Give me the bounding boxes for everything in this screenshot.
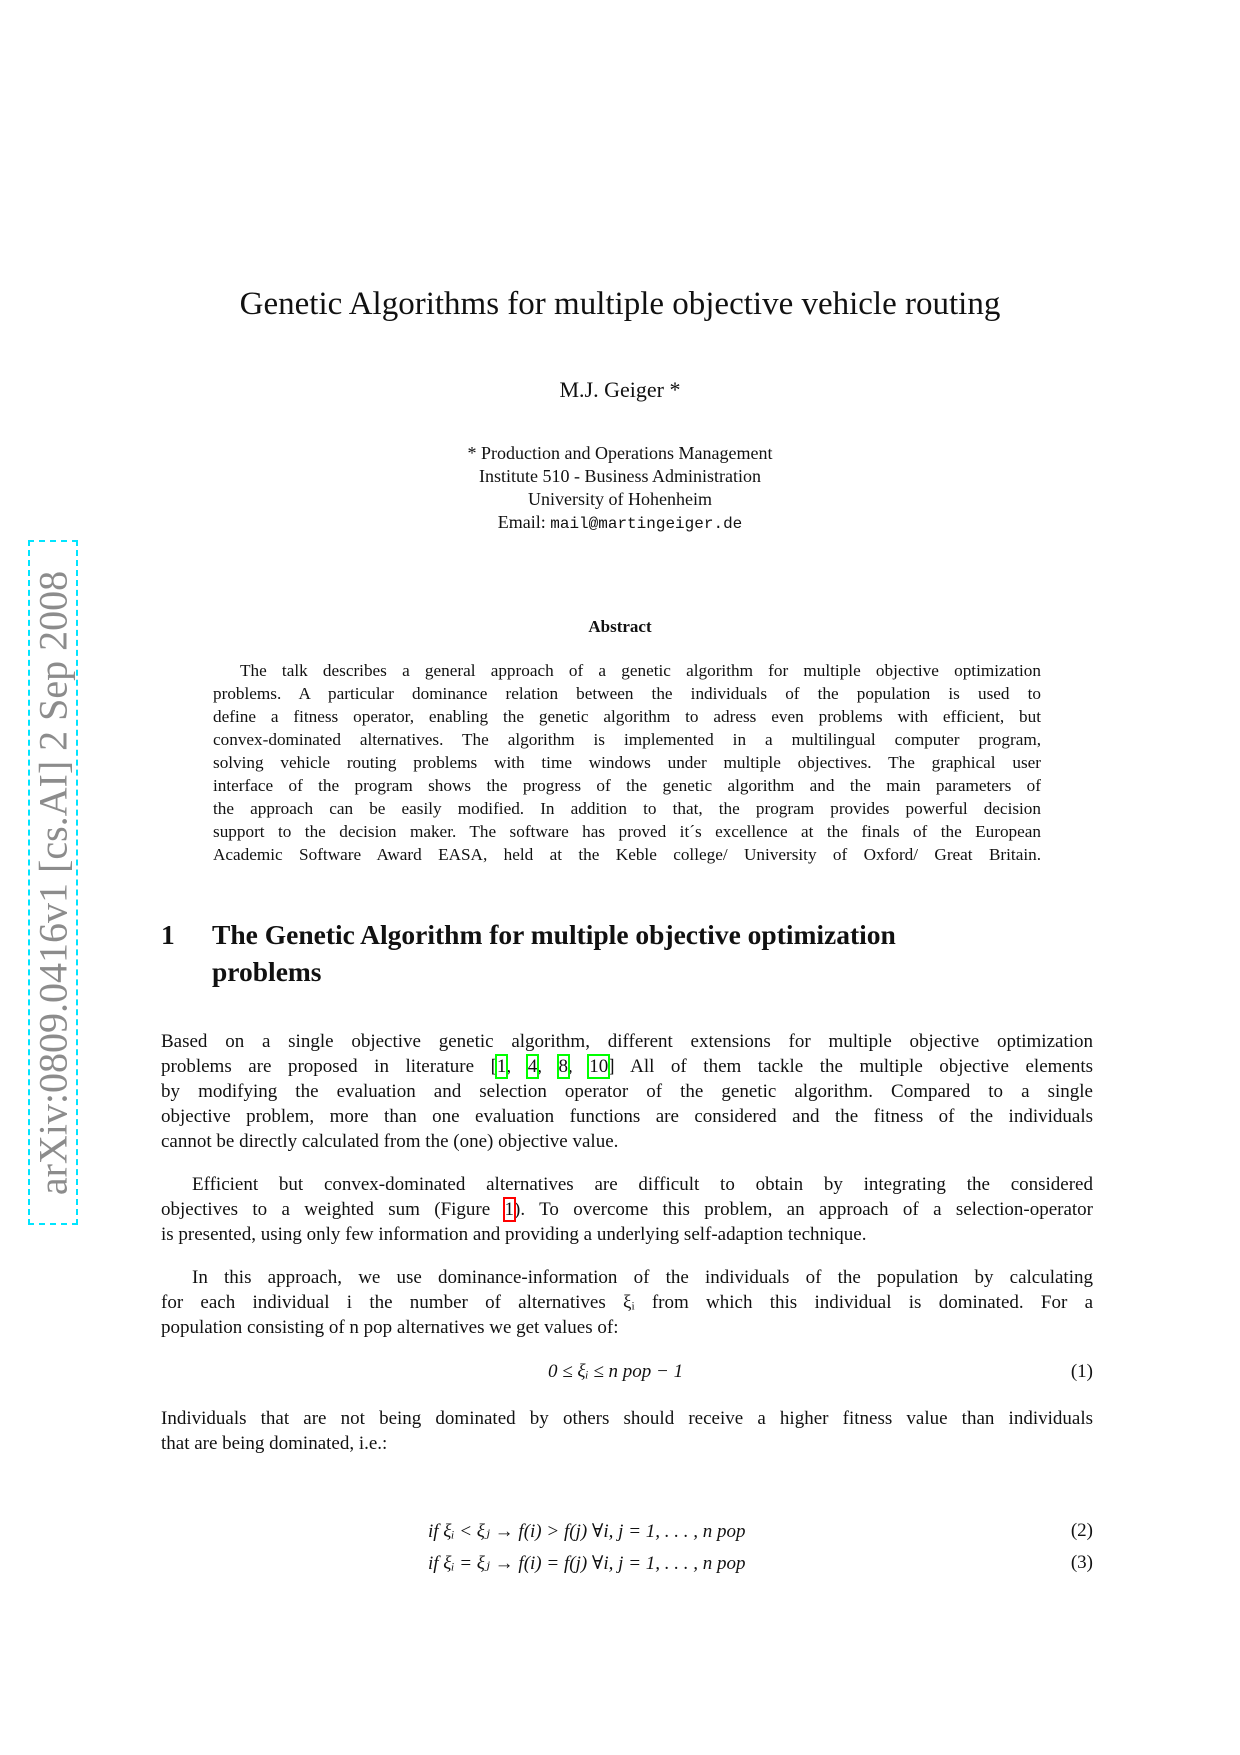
abstract-line: The talk describes a general approach of a genetic algorithm for multiple objective optimization (240, 661, 1041, 680)
equation-3: if ξᵢ = ξⱼ → f(i) = f(j) ∀i, j = 1, . . . , n pop (428, 1553, 746, 1574)
figure-link[interactable]: 1 (504, 1199, 515, 1220)
body-line: that are being dominated, i.e.: (161, 1433, 388, 1454)
citation-link[interactable]: 8 (558, 1056, 568, 1077)
equation-1: 0 ≤ ξᵢ ≤ n pop − 1 (548, 1361, 684, 1382)
body-line: population consisting of n pop alternatives we get values of: (161, 1317, 619, 1338)
body-line (161, 1197, 1093, 1222)
arxiv-stamp (28, 540, 78, 1225)
arxiv-stamp-text: arXiv:0809.0416v1 [cs.AI] 2 Sep 2008 (30, 570, 76, 1195)
email-link[interactable]: mail@martingeiger.de (550, 515, 743, 533)
affiliation-line: University of Hohenheim (528, 489, 712, 509)
affiliation-line: Institute 510 - Business Administration (479, 466, 761, 486)
text: objectives to a weighted sum (Figure (161, 1199, 505, 1220)
body-line: cannot be directly calculated from the (one) objective value. (161, 1131, 619, 1152)
text: ). To overcome this problem, an approach of a selection-operator (514, 1199, 1093, 1220)
body-line: In this approach, we use dominance-information of the individuals of the population by calculating (192, 1267, 1093, 1288)
body-line: is presented, using only few information and providing a underlying self-adaption technique. (161, 1224, 867, 1245)
citation-link[interactable]: 1 (496, 1056, 507, 1077)
abstract-line: the approach can be easily modified. In addition to that, the program provides powerful decision (213, 799, 1041, 818)
abstract-line: convex-dominated alternatives. The algorithm is implemented in a multilingual computer program, (213, 730, 1041, 749)
affiliation-email (0, 512, 1240, 533)
equation-number: (2) (1070, 1520, 1093, 1541)
section-number: 1 (161, 919, 175, 950)
abstract-heading: Abstract (588, 617, 652, 636)
body-line: by modifying the evaluation and selection operator of the genetic algorithm. Compared to a single (161, 1081, 1093, 1102)
equation-number: (1) (1070, 1361, 1093, 1382)
citation-link[interactable]: 10 (589, 1056, 609, 1077)
paper-title: Genetic Algorithms for multiple objective vehicle routing (239, 286, 1001, 322)
abstract-line: problems. A particular dominance relation between the individuals of the population is used to (213, 684, 1041, 703)
affiliation-line: * Production and Operations Management (467, 443, 773, 463)
equation-number: (3) (1070, 1552, 1093, 1573)
abstract-line: define a fitness operator, enabling the genetic algorithm to adress even problems with efficient, but (213, 707, 1041, 726)
abstract-line: interface of the program shows the progress of the genetic algorithm and the main parameters of (213, 776, 1041, 795)
section-title-continued: problems (212, 956, 322, 987)
text: All of them tackle the multiple objective elements (614, 1056, 1094, 1077)
body-line: Efficient but convex-dominated alternatives are difficult to obtain by integrating the considered (192, 1174, 1093, 1195)
section-title: The Genetic Algorithm for multiple objective optimization (212, 919, 896, 950)
body-line: objective problem, more than one evaluation functions are considered and the fitness of the individuals (161, 1106, 1093, 1127)
abstract-line: support to the decision maker. The software has proved it´s excellence at the finals of the European (213, 822, 1041, 841)
abstract-line: Academic Software Award EASA, held at the Keble college/ University of Oxford/ Great Britain. (213, 845, 1041, 864)
body-line: for each individual i the number of alternatives ξᵢ from which this individual is dominated. For a (161, 1292, 1093, 1313)
abstract-line: solving vehicle routing problems with time windows under multiple objectives. The graphical user (213, 753, 1041, 772)
body-line: Individuals that are not being dominated by others should receive a higher fitness value than individuals (161, 1408, 1093, 1429)
body-line: problems are proposed in literature [1, 4, 8, 10] All of them tackle the multiple objective elements (161, 1056, 1094, 1077)
body-line: Based on a single objective genetic algorithm, different extensions for multiple objective optimization (161, 1031, 1093, 1052)
text: problems are proposed in literature (161, 1056, 491, 1077)
email-label: Email: (497, 512, 551, 532)
author: M.J. Geiger * (559, 377, 681, 402)
equation-2: if ξᵢ < ξⱼ → f(i) > f(j) ∀i, j = 1, . . . , n pop (428, 1521, 746, 1542)
citation-link[interactable]: 4 (527, 1056, 538, 1077)
